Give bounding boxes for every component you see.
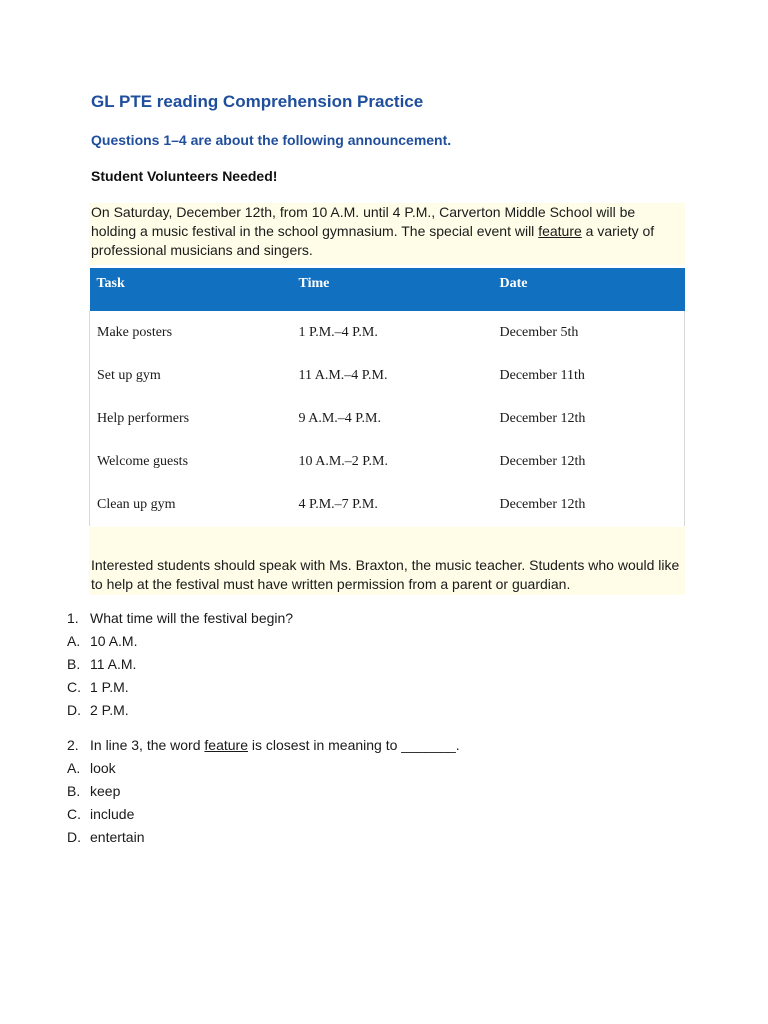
intro-text-after: a variety of professional musicians and singers. [91,223,655,258]
table-row [90,311,685,354]
answer-option-c[interactable] [67,803,460,826]
question-stem [67,734,460,757]
option-text: include [90,806,135,822]
question-number: 2. [67,737,79,753]
option-letter: B. [67,656,81,672]
answer-option-a[interactable] [67,630,293,653]
announcement-closing: Interested students should speak with Ms. Braxton, the music teacher. Students who would like to help at the festival must have written permission from a parent or guardian. [89,527,685,595]
option-text: 11 A.M. [90,656,137,672]
option-text: 2 P.M. [90,702,129,718]
option-letter: C. [67,806,81,822]
question-1 [67,607,293,722]
question-stem [67,607,293,630]
option-text: 1 P.M. [90,679,129,695]
answer-option-d[interactable] [67,826,460,849]
page-title: GL PTE reading Comprehension Practice [91,92,424,111]
table-cell: December 11th [493,354,685,397]
answer-option-b[interactable] [67,653,293,676]
answer-option-d[interactable] [67,699,293,722]
section-subtitle: Questions 1–4 are about the following announcement. [91,132,452,148]
intro-text-before: On Saturday, December 12th, from 10 A.M. until 4 P.M., Carverton Middle School will be holding a music festival in the school gymnasium. The special event will [91,204,636,239]
table-cell: December 5th [493,311,685,354]
volunteer-task-table [89,268,685,526]
table-row [90,483,685,526]
question-text-before: In line 3, the word [90,737,205,753]
table-cell: 11 A.M.–4 P.M. [298,367,388,383]
question-2 [67,734,460,849]
table-cell: 9 A.M.–4 P.M. [298,410,381,426]
option-letter: A. [67,633,81,649]
table-cell: 1 P.M.–4 P.M. [298,324,378,340]
option-text: keep [90,783,121,799]
question-text-after: is closest in meaning to _______. [248,737,460,753]
table-cell: December 12th [493,397,685,440]
table-header-time: Time [292,268,493,311]
option-letter: D. [67,702,81,718]
table-cell: 4 P.M.–7 P.M. [298,496,378,512]
table-row [90,440,685,483]
answer-option-a[interactable] [67,757,460,780]
table-cell: December 12th [493,440,685,483]
question-number: 1. [67,610,79,626]
option-letter: B. [67,783,81,799]
table-header-row [90,268,685,311]
table-cell: December 12th [493,483,685,526]
table-cell: 10 A.M.–2 P.M. [298,453,388,469]
option-text: entertain [90,829,145,845]
table-cell: Help performers [90,397,292,440]
question-text: What time will the festival begin? [90,610,294,626]
table-row [90,354,685,397]
question-text [90,734,460,757]
option-letter: C. [67,679,81,695]
table-cell: Clean up gym [90,483,292,526]
announcement-heading: Student Volunteers Needed! [91,168,278,184]
option-text: look [90,760,116,776]
table-row [90,397,685,440]
table-cell: Set up gym [90,354,292,397]
intro-underlined-word: feature [538,223,582,239]
table-cell: Make posters [90,311,292,354]
table-header-date: Date [493,268,685,311]
question-underlined-word: feature [204,737,248,753]
option-letter: D. [67,829,81,845]
answer-option-c[interactable] [67,676,293,699]
answer-option-b[interactable] [67,780,460,803]
option-text: 10 A.M. [90,633,138,649]
table-header-task: Task [90,268,292,311]
announcement-intro [89,203,685,265]
table-cell: Welcome guests [90,440,292,483]
option-letter: A. [67,760,81,776]
